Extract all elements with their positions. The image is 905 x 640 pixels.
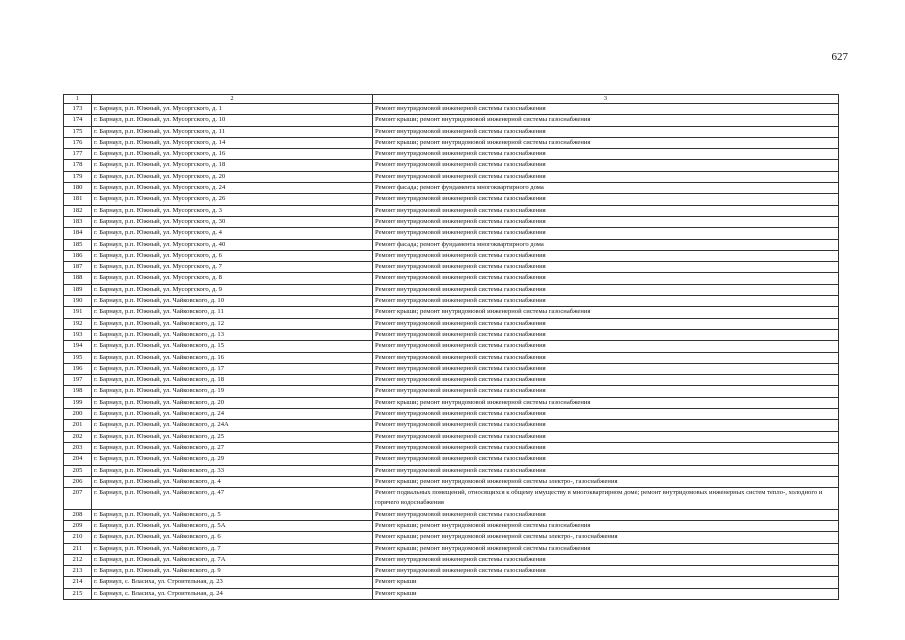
table-row [64,284,839,295]
table-row [64,126,839,137]
table-row [64,520,839,531]
table-row [64,194,839,205]
row-address: г. Барнаул, р.п. Южный, ул. Чайковского, д. 9 [92,566,373,577]
row-number: 187 [64,262,92,273]
table-row [64,183,839,194]
row-work-type: Ремонт внутридомовой инженерной системы газоснабжения [373,386,839,397]
table-row [64,386,839,397]
table-row [64,454,839,465]
table-row [64,442,839,453]
row-address: г. Барнаул, р.п. Южный, ул. Чайковского, д. 29 [92,454,373,465]
row-work-type: Ремонт крыши; ремонт внутридомовой инженерной системы газоснабжения [373,307,839,318]
column-header-work: 3 [373,95,839,104]
row-address: г. Барнаул, р.п. Южный, ул. Чайковского, д. 25 [92,431,373,442]
table-row [64,476,839,487]
row-number: 174 [64,115,92,126]
row-address: г. Барнаул, р.п. Южный, ул. Чайковского, д. 27 [92,442,373,453]
row-address: г. Барнаул, р.п. Южный, ул. Чайковского, д. 6 [92,532,373,543]
table-row [64,228,839,239]
table-row [64,543,839,554]
row-work-type: Ремонт внутридомовой инженерной системы газоснабжения [373,566,839,577]
row-work-type: Ремонт внутридомовой инженерной системы газоснабжения [373,341,839,352]
row-address: г. Барнаул, р.п. Южный, ул. Чайковского, д. 17 [92,363,373,374]
row-address: г. Барнаул, р.п. Южный, ул. Чайковского, д. 7А [92,554,373,565]
row-work-type: Ремонт внутридомовой инженерной системы газоснабжения [373,318,839,329]
row-work-type: Ремонт внутридомовой инженерной системы газоснабжения [373,262,839,273]
row-address: г. Барнаул, р.п. Южный, ул. Чайковского, д. 16 [92,352,373,363]
row-address: г. Барнаул, р.п. Южный, ул. Мусоргского, д. 18 [92,160,373,171]
row-number: 209 [64,520,92,531]
table-row [64,509,839,520]
table-row [64,205,839,216]
row-number: 207 [64,488,92,510]
row-address: г. Барнаул, р.п. Южный, ул. Чайковского, д. 5 [92,509,373,520]
row-work-type: Ремонт внутридомовой инженерной системы газоснабжения [373,273,839,284]
row-number: 173 [64,104,92,115]
row-number: 177 [64,149,92,160]
row-number: 199 [64,397,92,408]
row-number: 188 [64,273,92,284]
row-address: г. Барнаул, р.п. Южный, ул. Мусоргского, д. 20 [92,171,373,182]
row-number: 192 [64,318,92,329]
row-work-type: Ремонт внутридомовой инженерной системы газоснабжения [373,171,839,182]
table-row [64,409,839,420]
row-address: г. Барнаул, р.п. Южный, ул. Мусоргского, д. 11 [92,126,373,137]
row-work-type: Ремонт внутридомовой инженерной системы газоснабжения [373,431,839,442]
table-row [64,137,839,148]
row-address: г. Барнаул, р.п. Южный, ул. Чайковского, д. 19 [92,386,373,397]
table-row [64,262,839,273]
table-row [64,532,839,543]
table-row [64,375,839,386]
row-number: 195 [64,352,92,363]
table-row [64,577,839,588]
row-number: 185 [64,239,92,250]
table-row [64,488,839,510]
table-row [64,397,839,408]
row-number: 189 [64,284,92,295]
column-header-number: 1 [64,95,92,104]
row-work-type: Ремонт внутридомовой инженерной системы газоснабжения [373,104,839,115]
row-number: 197 [64,375,92,386]
row-address: г. Барнаул, р.п. Южный, ул. Мусоргского, д. 4 [92,228,373,239]
row-address: г. Барнаул, р.п. Южный, ул. Чайковского, д. 5А [92,520,373,531]
row-work-type: Ремонт крыши; ремонт внутридомовой инженерной системы газоснабжения [373,543,839,554]
row-address: г. Барнаул, р.п. Южный, ул. Чайковского, д. 11 [92,307,373,318]
table-row [64,363,839,374]
table-row [64,329,839,340]
row-address: г. Барнаул, с. Власиха, ул. Строительная, д. 24 [92,588,373,599]
row-number: 176 [64,137,92,148]
row-address: г. Барнаул, с. Власиха, ул. Строительная, д. 23 [92,577,373,588]
row-work-type: Ремонт внутридомовой инженерной системы газоснабжения [373,509,839,520]
row-number: 196 [64,363,92,374]
row-work-type: Ремонт внутридомовой инженерной системы газоснабжения [373,228,839,239]
row-number: 184 [64,228,92,239]
row-address: г. Барнаул, р.п. Южный, ул. Мусоргского, д. 30 [92,216,373,227]
row-address: г. Барнаул, р.п. Южный, ул. Мусоргского, д. 24 [92,183,373,194]
table-row [64,420,839,431]
row-number: 213 [64,566,92,577]
table-header-row [64,95,839,104]
row-address: г. Барнаул, р.п. Южный, ул. Чайковского, д. 18 [92,375,373,386]
row-number: 178 [64,160,92,171]
row-work-type: Ремонт внутридомовой инженерной системы газоснабжения [373,216,839,227]
row-number: 204 [64,454,92,465]
row-address: г. Барнаул, р.п. Южный, ул. Мусоргского, д. 7 [92,262,373,273]
row-work-type: Ремонт внутридомовой инженерной системы газоснабжения [373,352,839,363]
row-work-type: Ремонт внутридомовой инженерной системы газоснабжения [373,284,839,295]
row-number: 200 [64,409,92,420]
row-address: г. Барнаул, р.п. Южный, ул. Мусоргского, д. 1 [92,104,373,115]
row-number: 202 [64,431,92,442]
row-address: г. Барнаул, р.п. Южный, ул. Чайковского, д. 13 [92,329,373,340]
table-row [64,250,839,261]
row-number: 212 [64,554,92,565]
table-row [64,273,839,284]
row-number: 211 [64,543,92,554]
table-row [64,465,839,476]
table-row [64,160,839,171]
row-address: г. Барнаул, р.п. Южный, ул. Мусоргского, д. 26 [92,194,373,205]
row-work-type: Ремонт внутридомовой инженерной системы газоснабжения [373,126,839,137]
row-number: 206 [64,476,92,487]
table-row [64,566,839,577]
row-work-type: Ремонт фасада; ремонт фундамента многоквартирного дома [373,239,839,250]
row-work-type: Ремонт крыши; ремонт внутридомовой инженерной системы электро-, газоснабжения [373,532,839,543]
row-number: 210 [64,532,92,543]
row-address: г. Барнаул, р.п. Южный, ул. Мусоргского, д. 10 [92,115,373,126]
row-number: 190 [64,296,92,307]
row-number: 198 [64,386,92,397]
row-address: г. Барнаул, р.п. Южный, ул. Чайковского, д. 24 [92,409,373,420]
row-work-type: Ремонт крыши; ремонт внутридомовой инженерной системы газоснабжения [373,397,839,408]
row-address: г. Барнаул, р.п. Южный, ул. Мусоргского, д. 16 [92,149,373,160]
row-work-type: Ремонт фасада; ремонт фундамента многоквартирного дома [373,183,839,194]
row-work-type: Ремонт внутридомовой инженерной системы газоснабжения [373,454,839,465]
row-work-type: Ремонт внутридомовой инженерной системы газоснабжения [373,149,839,160]
row-address: г. Барнаул, р.п. Южный, ул. Чайковского, д. 15 [92,341,373,352]
row-work-type: Ремонт внутридомовой инженерной системы газоснабжения [373,420,839,431]
row-number: 201 [64,420,92,431]
table-row [64,554,839,565]
row-address: г. Барнаул, р.п. Южный, ул. Мусоргского, д. 9 [92,284,373,295]
row-work-type: Ремонт внутридомовой инженерной системы газоснабжения [373,250,839,261]
row-number: 182 [64,205,92,216]
row-number: 186 [64,250,92,261]
row-address: г. Барнаул, р.п. Южный, ул. Мусоргского, д. 3 [92,205,373,216]
row-number: 208 [64,509,92,520]
table-row [64,296,839,307]
table-row [64,588,839,599]
row-work-type: Ремонт внутридомовой инженерной системы газоснабжения [373,329,839,340]
table-row [64,216,839,227]
row-work-type: Ремонт крыши [373,588,839,599]
table-row [64,171,839,182]
row-address: г. Барнаул, р.п. Южный, ул. Чайковского, д. 7 [92,543,373,554]
row-number: 193 [64,329,92,340]
table-row [64,341,839,352]
table-row [64,104,839,115]
row-number: 194 [64,341,92,352]
row-work-type: Ремонт внутридомовой инженерной системы газоснабжения [373,205,839,216]
table-row [64,431,839,442]
row-work-type: Ремонт крыши; ремонт внутридомовой инженерной системы электро-, газоснабжения [373,476,839,487]
row-address: г. Барнаул, р.п. Южный, ул. Чайковского, д. 47 [92,488,373,510]
row-address: г. Барнаул, р.п. Южный, ул. Чайковского, д. 20 [92,397,373,408]
row-number: 183 [64,216,92,227]
table-row [64,318,839,329]
row-work-type: Ремонт внутридомовой инженерной системы газоснабжения [373,194,839,205]
row-address: г. Барнаул, р.п. Южный, ул. Чайковского, д. 12 [92,318,373,329]
row-work-type: Ремонт внутридомовой инженерной системы газоснабжения [373,296,839,307]
table-row [64,352,839,363]
table-row [64,115,839,126]
row-number: 191 [64,307,92,318]
page-number: 627 [831,51,848,63]
row-number: 205 [64,465,92,476]
row-work-type: Ремонт крыши [373,577,839,588]
row-address: г. Барнаул, р.п. Южный, ул. Мусоргского, д. 40 [92,239,373,250]
row-work-type: Ремонт внутридомовой инженерной системы газоснабжения [373,375,839,386]
row-work-type: Ремонт внутридомовой инженерной системы газоснабжения [373,554,839,565]
table-row [64,149,839,160]
table-row [64,307,839,318]
row-number: 180 [64,183,92,194]
row-number: 181 [64,194,92,205]
row-work-type: Ремонт подвальных помещений, относящихся к общему имуществу в многоквартирном доме; ремонт внутридомовых инженерных систем тепло-, холодного и горячего водоснабжения [373,488,839,510]
row-address: г. Барнаул, р.п. Южный, ул. Мусоргского, д. 14 [92,137,373,148]
row-work-type: Ремонт крыши; ремонт внутридомовой инженерной системы газоснабжения [373,137,839,148]
row-work-type: Ремонт внутридомовой инженерной системы газоснабжения [373,160,839,171]
row-address: г. Барнаул, р.п. Южный, ул. Чайковского, д. 10 [92,296,373,307]
table-body [64,104,839,600]
row-address: г. Барнаул, р.п. Южный, ул. Чайковского, д. 33 [92,465,373,476]
row-number: 214 [64,577,92,588]
row-address: г. Барнаул, р.п. Южный, ул. Мусоргского, д. 8 [92,273,373,284]
row-number: 203 [64,442,92,453]
row-work-type: Ремонт внутридомовой инженерной системы газоснабжения [373,363,839,374]
column-header-address: 2 [92,95,373,104]
row-work-type: Ремонт крыши; ремонт внутридомовой инженерной системы газоснабжения [373,115,839,126]
table-row [64,239,839,250]
row-number: 179 [64,171,92,182]
row-number: 215 [64,588,92,599]
row-number: 175 [64,126,92,137]
row-address: г. Барнаул, р.п. Южный, ул. Чайковского, д. 24А [92,420,373,431]
row-work-type: Ремонт внутридомовой инженерной системы газоснабжения [373,409,839,420]
row-address: г. Барнаул, р.п. Южный, ул. Мусоргского, д. 6 [92,250,373,261]
row-work-type: Ремонт внутридомовой инженерной системы газоснабжения [373,442,839,453]
repair-table [63,94,839,600]
row-address: г. Барнаул, р.п. Южный, ул. Чайковского, д. 4 [92,476,373,487]
row-work-type: Ремонт внутридомовой инженерной системы газоснабжения [373,465,839,476]
row-work-type: Ремонт крыши; ремонт внутридомовой инженерной системы газоснабжения [373,520,839,531]
